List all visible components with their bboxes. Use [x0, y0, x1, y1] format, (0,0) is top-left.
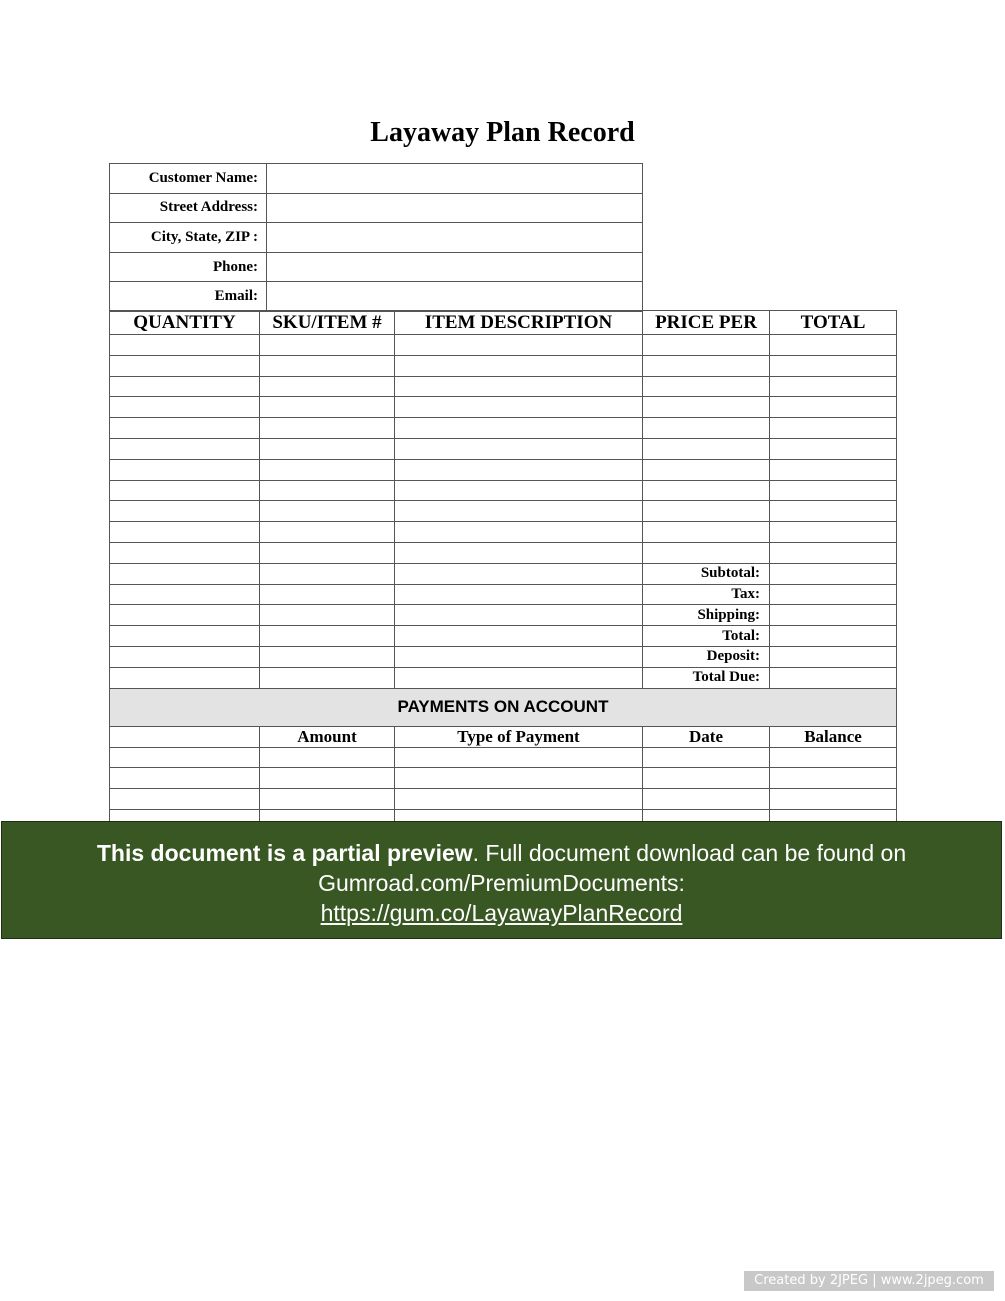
table-cell[interactable] — [110, 542, 260, 563]
table-cell[interactable] — [395, 501, 643, 522]
price-per-header: PRICE PER — [643, 311, 770, 335]
table-cell[interactable] — [643, 747, 770, 768]
description-header: ITEM DESCRIPTION — [395, 311, 643, 335]
table-cell[interactable] — [395, 584, 643, 605]
summary-row — [110, 563, 897, 584]
item-row — [110, 376, 897, 397]
customer-info-table — [109, 163, 643, 312]
table-cell[interactable] — [395, 646, 643, 667]
payments-section-title: PAYMENTS ON ACCOUNT — [110, 688, 897, 726]
email-label: Email: — [110, 282, 267, 312]
table-cell[interactable] — [643, 480, 770, 501]
preview-bold-text: This document is a partial preview — [96, 840, 473, 866]
summary-label: Total: — [643, 626, 770, 647]
street-address-label: Street Address: — [110, 193, 267, 223]
payments-header-row — [110, 726, 897, 747]
table-cell[interactable] — [395, 542, 643, 563]
total-header: TOTAL — [770, 311, 897, 335]
summary-row — [110, 667, 897, 688]
table-cell[interactable] — [110, 355, 260, 376]
table-cell[interactable] — [260, 667, 395, 688]
item-row — [110, 438, 897, 459]
table-cell[interactable] — [770, 605, 897, 626]
table-cell[interactable] — [643, 397, 770, 418]
table-cell[interactable] — [643, 335, 770, 356]
table-cell[interactable] — [395, 747, 643, 768]
table-cell[interactable] — [770, 646, 897, 667]
table-cell[interactable] — [770, 376, 897, 397]
quantity-header: QUANTITY — [110, 311, 260, 335]
table-cell[interactable] — [110, 646, 260, 667]
table-cell[interactable] — [110, 418, 260, 439]
payments-blank-header — [110, 726, 260, 747]
item-row — [110, 459, 897, 480]
payment-rows — [110, 747, 897, 830]
amount-header: Amount — [260, 726, 395, 747]
table-cell[interactable] — [110, 626, 260, 647]
table-cell[interactable] — [395, 480, 643, 501]
balance-header: Balance — [770, 726, 897, 747]
table-cell[interactable] — [260, 459, 395, 480]
item-row — [110, 542, 897, 563]
table-cell[interactable] — [770, 480, 897, 501]
table-cell[interactable] — [110, 667, 260, 688]
table-cell[interactable] — [260, 501, 395, 522]
table-cell[interactable] — [770, 522, 897, 543]
phone-field[interactable] — [267, 252, 643, 282]
table-cell[interactable] — [770, 355, 897, 376]
table-cell[interactable] — [395, 605, 643, 626]
table-cell[interactable] — [260, 522, 395, 543]
item-rows — [110, 335, 897, 564]
table-cell[interactable] — [395, 438, 643, 459]
table-cell[interactable] — [260, 768, 395, 789]
table-cell[interactable] — [770, 438, 897, 459]
city-state-zip-field[interactable] — [267, 223, 643, 253]
table-cell[interactable] — [260, 376, 395, 397]
table-cell[interactable] — [260, 646, 395, 667]
table-cell[interactable] — [260, 480, 395, 501]
item-row — [110, 522, 897, 543]
customer-name-label: Customer Name: — [110, 164, 267, 194]
table-cell[interactable] — [260, 789, 395, 810]
table-cell[interactable] — [770, 667, 897, 688]
table-cell[interactable] — [110, 563, 260, 584]
item-row — [110, 480, 897, 501]
watermark-credit: Created by 2JPEG | www.2jpeg.com — [744, 1271, 994, 1291]
table-cell[interactable] — [260, 418, 395, 439]
table-cell[interactable] — [260, 584, 395, 605]
table-cell[interactable] — [770, 789, 897, 810]
date-header: Date — [643, 726, 770, 747]
table-cell[interactable] — [643, 418, 770, 439]
table-cell[interactable] — [643, 542, 770, 563]
summary-label: Tax: — [643, 584, 770, 605]
payment-row — [110, 768, 897, 789]
table-cell[interactable] — [260, 335, 395, 356]
type-of-payment-header: Type of Payment — [395, 726, 643, 747]
table-cell[interactable] — [260, 542, 395, 563]
table-cell[interactable] — [260, 747, 395, 768]
table-cell[interactable] — [110, 376, 260, 397]
table-cell[interactable] — [110, 789, 260, 810]
table-cell[interactable] — [395, 667, 643, 688]
table-cell[interactable] — [770, 542, 897, 563]
sku-header: SKU/ITEM # — [260, 311, 395, 335]
table-cell[interactable] — [770, 397, 897, 418]
table-cell[interactable] — [260, 355, 395, 376]
table-cell[interactable] — [110, 768, 260, 789]
summary-rows — [110, 563, 897, 688]
summary-row — [110, 626, 897, 647]
table-cell[interactable] — [110, 747, 260, 768]
table-cell[interactable] — [110, 522, 260, 543]
table-cell[interactable] — [395, 626, 643, 647]
table-cell[interactable] — [110, 438, 260, 459]
page-title: Layaway Plan Record — [370, 117, 635, 148]
table-cell[interactable] — [770, 501, 897, 522]
preview-banner — [1, 821, 1002, 939]
table-cell[interactable] — [395, 789, 643, 810]
table-cell[interactable] — [770, 418, 897, 439]
preview-site-text: Gumroad.com/PremiumDocuments: — [318, 870, 685, 896]
payment-row — [110, 789, 897, 810]
table-cell[interactable] — [643, 459, 770, 480]
items-header-row — [110, 311, 897, 335]
table-cell[interactable] — [643, 501, 770, 522]
table-cell[interactable] — [770, 584, 897, 605]
customer-name-field[interactable] — [267, 164, 643, 194]
summary-row — [110, 605, 897, 626]
summary-label: Total Due: — [643, 667, 770, 688]
item-row — [110, 418, 897, 439]
table-cell[interactable] — [260, 626, 395, 647]
summary-label: Deposit: — [643, 646, 770, 667]
table-cell[interactable] — [643, 789, 770, 810]
table-cell[interactable] — [643, 376, 770, 397]
table-cell[interactable] — [643, 768, 770, 789]
summary-row — [110, 584, 897, 605]
summary-label: Subtotal: — [643, 563, 770, 584]
table-cell[interactable] — [770, 563, 897, 584]
email-field[interactable] — [267, 282, 643, 312]
table-cell[interactable] — [770, 459, 897, 480]
table-cell[interactable] — [110, 605, 260, 626]
street-address-field[interactable] — [267, 193, 643, 223]
summary-row — [110, 646, 897, 667]
items-table — [109, 310, 897, 831]
table-cell[interactable] — [395, 376, 643, 397]
table-cell[interactable] — [395, 768, 643, 789]
table-cell[interactable] — [260, 438, 395, 459]
table-cell[interactable] — [643, 522, 770, 543]
item-row — [110, 335, 897, 356]
table-cell[interactable] — [110, 397, 260, 418]
table-cell[interactable] — [110, 480, 260, 501]
table-cell[interactable] — [260, 397, 395, 418]
table-cell[interactable] — [260, 563, 395, 584]
payment-row — [110, 747, 897, 768]
table-cell[interactable] — [395, 459, 643, 480]
table-cell[interactable] — [395, 522, 643, 543]
table-cell[interactable] — [770, 768, 897, 789]
preview-text: . Full document download can be found on — [472, 840, 907, 866]
table-cell[interactable] — [770, 626, 897, 647]
table-cell[interactable] — [395, 563, 643, 584]
city-state-zip-label: City, State, ZIP : — [110, 223, 267, 253]
table-cell[interactable] — [770, 335, 897, 356]
phone-label: Phone: — [110, 252, 267, 282]
table-cell[interactable] — [395, 418, 643, 439]
item-row — [110, 501, 897, 522]
table-cell[interactable] — [110, 459, 260, 480]
table-cell[interactable] — [110, 335, 260, 356]
table-cell[interactable] — [110, 501, 260, 522]
table-cell[interactable] — [643, 438, 770, 459]
table-cell[interactable] — [260, 605, 395, 626]
table-cell[interactable] — [395, 397, 643, 418]
table-cell[interactable] — [643, 355, 770, 376]
item-row — [110, 355, 897, 376]
payments-section-row — [110, 688, 897, 726]
table-cell[interactable] — [770, 747, 897, 768]
preview-download-link[interactable]: https://gum.co/LayawayPlanRecord — [320, 900, 683, 926]
table-cell[interactable] — [395, 335, 643, 356]
item-row — [110, 397, 897, 418]
table-cell[interactable] — [110, 584, 260, 605]
summary-label: Shipping: — [643, 605, 770, 626]
table-cell[interactable] — [395, 355, 643, 376]
